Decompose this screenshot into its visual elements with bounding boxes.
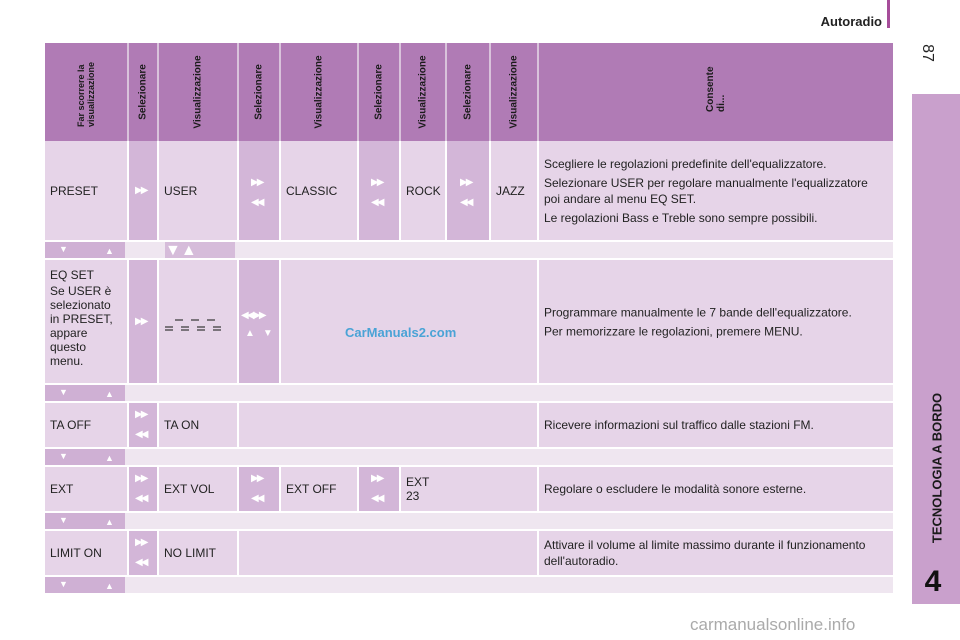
select-both-icon: ▶▶ ◀◀ — [129, 531, 157, 575]
row-description: Ricevere informazioni sul traffico dalle stazioni FM. — [539, 403, 893, 447]
col-header-select: Selezionare — [373, 64, 385, 120]
footer-watermark: carmanualsonline.info — [690, 615, 856, 634]
scroll-row — [45, 577, 893, 593]
col-header-purpose: Consente di... — [705, 66, 727, 112]
section-header: Autoradio — [820, 14, 882, 29]
scroll-icon: ▼ ▲ — [45, 513, 125, 529]
scroll-icon: ▼ ▲ — [45, 242, 125, 258]
col-header-select: Selezionare — [253, 64, 265, 120]
table-row: EXT ▶▶ ◀◀ EXT VOL ▶▶ ◀◀ EXT OFF ▶▶ ◀◀ EXT 23 Regolare o escludere le modalità sonore esterne. — [45, 467, 893, 511]
chapter-number: 4 — [924, 565, 942, 598]
table-row: PRESET ▶▶ USER ▶▶ ◀◀ CLASSIC ▶▶ ◀◀ ROCK ▶▶ ◀◀ JAZZ Scegliere le regolazioni predefinite dell'equalizzatore. Selezionare USER per regolare manualmente l'equalizzatore poi andare al menu EQ SET. Le regolazioni Bass e Treble sono sempre possibili. — [45, 141, 893, 240]
select-both-icon: ▶▶ ◀◀ — [239, 467, 279, 511]
scroll-icon: ▼ ▲ — [45, 577, 125, 593]
select-forward-icon: ▶▶ — [129, 141, 157, 240]
row-description: Scegliere le regolazioni predefinite dell'equalizzatore. Selezionare USER per regolare manualmente l'equalizzatore poi andare al menu EQ SET. Le regolazioni Bass e Treble sono sempre possibili. — [539, 141, 893, 240]
side-label: TECNOLOGIA A BORDO — [929, 392, 945, 544]
scroll-icon: ▼ ▲ — [45, 385, 125, 401]
row-description: Programmare manualmente le 7 bande dell'equalizzatore. Per memorizzare le regolazioni, premere MENU. — [539, 260, 893, 383]
table-row: EQ SET Se USER è selezionato in PRESET, appare questo menu. ▶▶ ◀◀ ▶▶ ▲▼ Programmare manualmente le 7 bande dell'equalizzatore. Per memorizzare le regolazioni, premere MENU. — [45, 260, 893, 383]
col-header-display: Visualizzazione — [313, 55, 325, 129]
col-header-select: Selezionare — [462, 64, 474, 120]
scroll-row — [45, 385, 893, 401]
watermark: CarManuals2.com — [345, 325, 457, 340]
scroll-icon: ▼▲ — [165, 242, 235, 258]
page-number: 87 — [918, 44, 936, 62]
select-both-icon: ▶▶ ◀◀ — [359, 467, 399, 511]
scroll-row — [45, 449, 893, 465]
scroll-row — [45, 513, 893, 529]
col-header-display: Visualizzazione — [192, 55, 204, 129]
select-both-icon: ▶▶ ◀◀ — [239, 141, 279, 240]
col-header-scroll: Far scorrere la visualizzazione — [76, 61, 96, 127]
row-description: Attivare il volume al limite massimo durante il funzionamento dell'autoradio. — [539, 531, 893, 575]
col-header-display: Visualizzazione — [508, 55, 520, 129]
select-both-icon: ▶▶ ◀◀ — [129, 403, 157, 447]
scroll-row — [45, 242, 893, 258]
select-both-icon: ▶▶ ◀◀ — [359, 141, 399, 240]
eq-bands-icon — [163, 314, 233, 338]
col-header-select: Selezionare — [137, 64, 149, 120]
table-header — [45, 43, 893, 141]
select-both-icon: ▶▶ ◀◀ — [129, 467, 157, 511]
scroll-icon: ▼ ▲ — [45, 449, 125, 465]
header-divider — [887, 0, 890, 28]
row-description: Regolare o escludere le modalità sonore esterne. — [539, 467, 893, 511]
table-row: TA OFF ▶▶ ◀◀ TA ON Ricevere informazioni sul traffico dalle stazioni FM. — [45, 403, 893, 447]
row-label: PRESET — [45, 141, 127, 240]
select-both-icon: ▶▶ ◀◀ — [447, 141, 489, 240]
table-row: LIMIT ON ▶▶ ◀◀ NO LIMIT Attivare il volume al limite massimo durante il funzionamento dell'autoradio. — [45, 531, 893, 575]
eq-adjust-icon: ◀◀ ▶▶ ▲▼ — [239, 260, 279, 383]
col-header-display: Visualizzazione — [417, 55, 429, 129]
select-forward-icon: ▶▶ — [129, 260, 157, 383]
